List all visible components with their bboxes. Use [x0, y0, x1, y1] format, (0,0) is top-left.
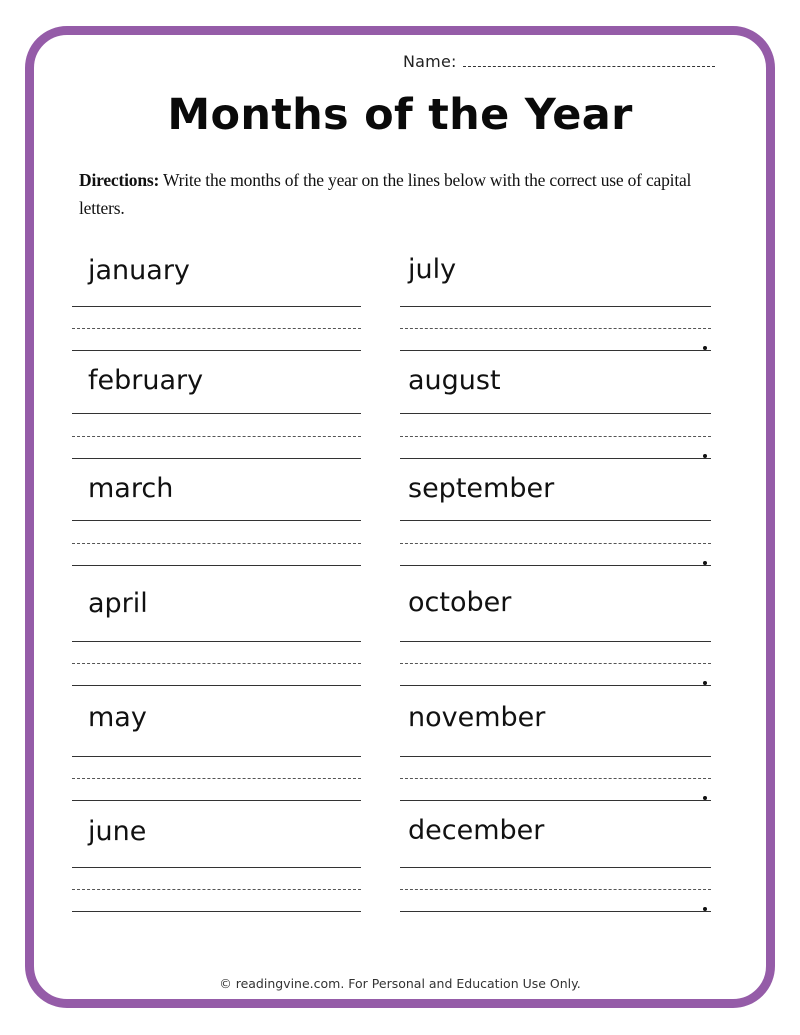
writing-line-top[interactable] [400, 520, 711, 521]
writing-line-mid[interactable] [72, 663, 361, 664]
directions-label: Directions: [79, 170, 160, 190]
writing-line-mid[interactable] [400, 436, 711, 437]
writing-line-base[interactable] [400, 800, 711, 801]
writing-line-base[interactable] [400, 350, 711, 351]
period-dot-icon [703, 454, 707, 458]
writing-line-mid[interactable] [400, 889, 711, 890]
writing-line-top[interactable] [400, 756, 711, 757]
writing-line-mid[interactable] [72, 328, 361, 329]
writing-line-base[interactable] [72, 350, 361, 351]
writing-line-mid[interactable] [400, 778, 711, 779]
month-label: december [408, 815, 545, 846]
writing-line-top[interactable] [400, 641, 711, 642]
month-label: november [408, 702, 546, 733]
month-label: july [408, 254, 457, 285]
writing-line-base[interactable] [72, 800, 361, 801]
month-block-january [72, 254, 362, 364]
writing-line-mid[interactable] [72, 889, 361, 890]
writing-line-top[interactable] [400, 413, 711, 414]
month-label: september [408, 473, 555, 504]
directions-text: Write the months of the year on the lines below with the correct use of capital letters. [79, 170, 692, 218]
month-label: august [408, 365, 501, 396]
writing-line-base[interactable] [72, 565, 361, 566]
month-label: january [88, 255, 190, 286]
writing-line-mid[interactable] [72, 436, 361, 437]
writing-line-mid[interactable] [400, 543, 711, 544]
writing-line-top[interactable] [72, 413, 361, 414]
month-block-december [400, 814, 711, 924]
copyright-footer: © readingvine.com. For Personal and Education Use Only. [219, 976, 581, 991]
writing-line-base[interactable] [72, 685, 361, 686]
month-label: october [408, 587, 512, 618]
month-label: february [88, 365, 204, 396]
writing-line-top[interactable] [72, 520, 361, 521]
writing-line-mid[interactable] [400, 663, 711, 664]
writing-line-top[interactable] [72, 756, 361, 757]
month-block-may [72, 701, 362, 811]
period-dot-icon [703, 907, 707, 911]
month-block-july [400, 253, 711, 363]
period-dot-icon [703, 796, 707, 800]
writing-line-base[interactable] [400, 565, 711, 566]
name-label: Name: [403, 52, 457, 71]
month-block-february [72, 364, 362, 474]
month-block-november [400, 701, 711, 811]
writing-line-top[interactable] [400, 867, 711, 868]
name-row [403, 52, 715, 71]
page-title: Months of the Year [167, 90, 633, 140]
writing-line-top[interactable] [72, 867, 361, 868]
writing-line-base[interactable] [400, 911, 711, 912]
month-block-june [72, 815, 362, 925]
period-dot-icon [703, 346, 707, 350]
writing-line-base[interactable] [72, 458, 361, 459]
directions [79, 166, 719, 222]
month-label: may [88, 702, 147, 733]
month-block-september [400, 472, 711, 582]
writing-line-mid[interactable] [400, 328, 711, 329]
month-label: april [88, 588, 148, 619]
writing-line-top[interactable] [72, 641, 361, 642]
writing-line-base[interactable] [400, 458, 711, 459]
writing-line-base[interactable] [72, 911, 361, 912]
writing-line-mid[interactable] [72, 543, 361, 544]
writing-line-mid[interactable] [72, 778, 361, 779]
period-dot-icon [703, 681, 707, 685]
month-block-october [400, 586, 711, 696]
month-block-april [72, 587, 362, 697]
month-block-august [400, 364, 711, 474]
writing-line-top[interactable] [72, 306, 361, 307]
month-label: march [88, 473, 174, 504]
month-label: june [88, 816, 147, 847]
writing-line-top[interactable] [400, 306, 711, 307]
name-input-line[interactable] [463, 52, 715, 67]
period-dot-icon [703, 561, 707, 565]
month-block-march [72, 472, 362, 582]
writing-line-base[interactable] [400, 685, 711, 686]
